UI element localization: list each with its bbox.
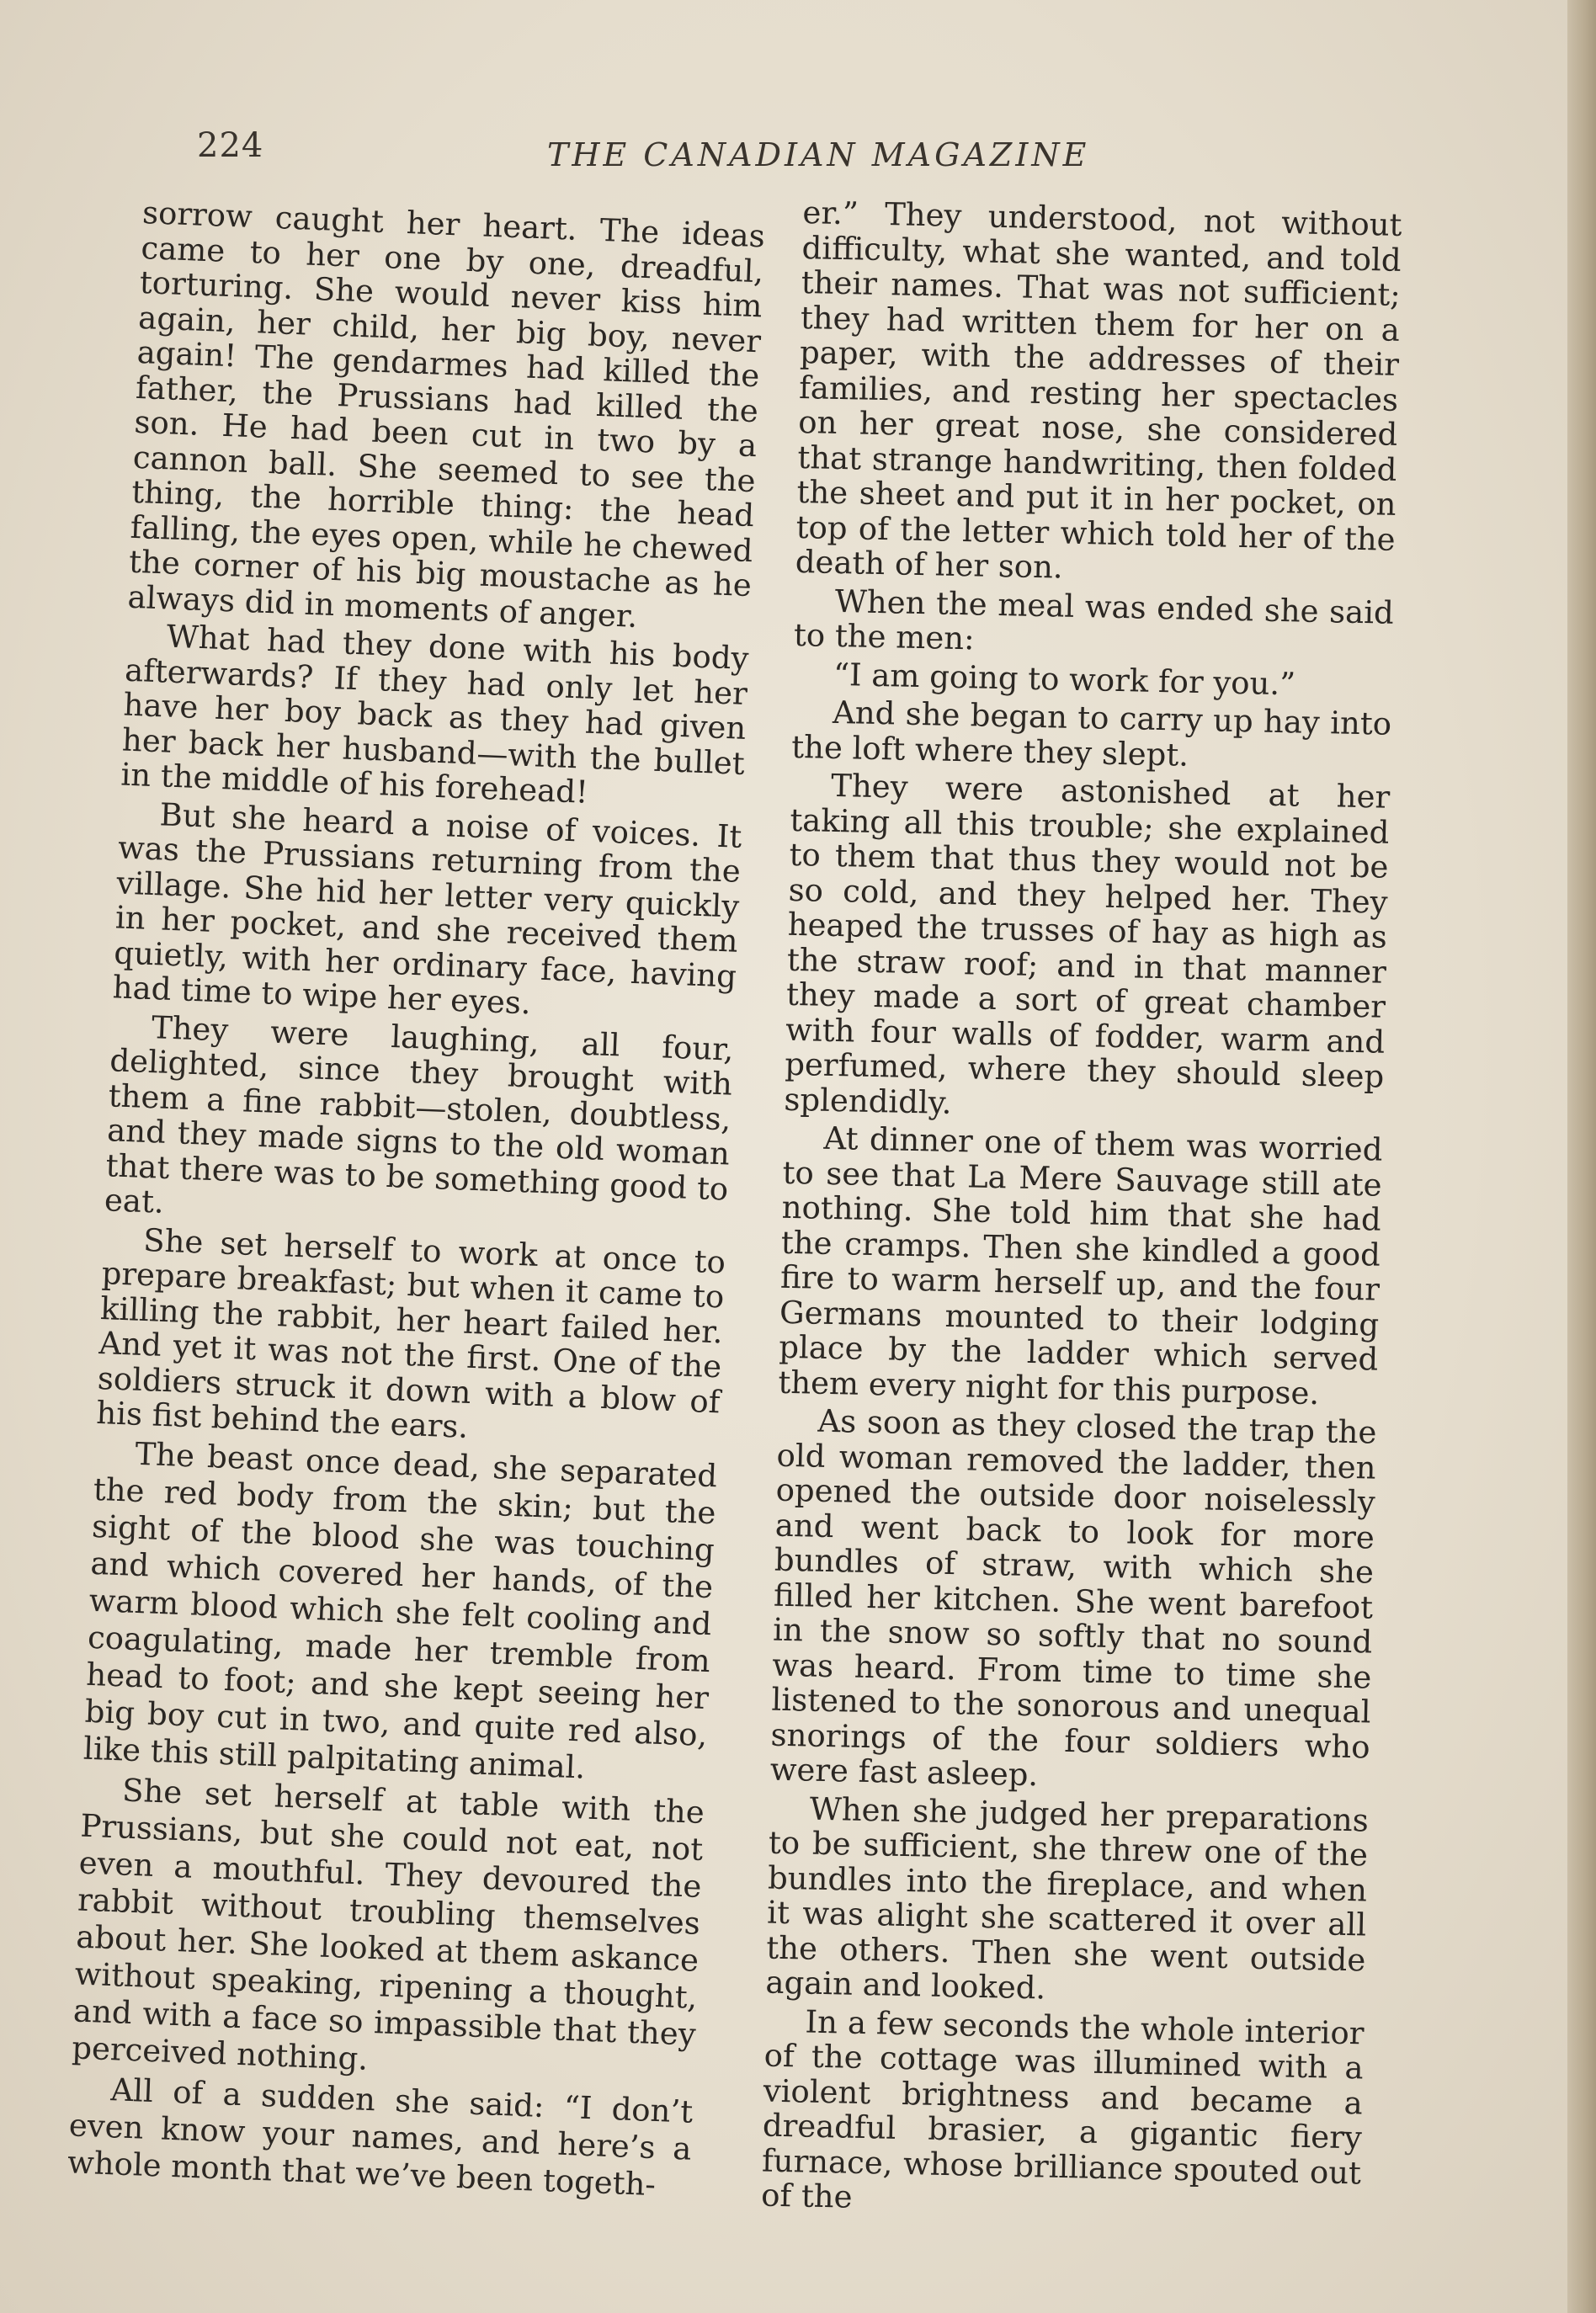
left-column (66, 195, 765, 2208)
paragraph: And she began to carry up hay into the loft where they slept. (790, 694, 1392, 774)
paragraph: They were astonished at her taking all this trouble; she explained to them that thus they would not be so cold, and they helped her. They heaped the trusses of hay as high as the straw roof; and in that manner they made a sort of great chamber with four walls of fodder, warm and perfumed, where they should sleep splendidly. (784, 767, 1391, 1121)
paragraph: The beast once dead, she separated the red body from the skin; but the sight of the blood she was touching and which covered her hands, of the warm blood which she felt cooling and coagulating, made her tremble from head to foot; and she kept seeing her big boy cut in two, and quite red also, like this still palpitating animal. (82, 1435, 718, 1786)
paragraph: They were laughing, all four, delighted, since they brought with them a fine rabbit—stolen, doubtless, and they made signs to the old woman that there was to be something good to eat. (104, 1008, 735, 1220)
paragraph: As soon as they closed the trap the old woman removed the ladder, then opened the outside door noiselessly and went back to look for more bundles of straw, with which she filled her kitchen. She went barefoot in the snow so softly that no sound was heard. From time to time she listened to the sonorous and unequal snorings of the four soldiers who were fast asleep. (769, 1402, 1377, 1794)
paragraph: She set herself to work at once to prepare breakfast; but when it came to killing the rabbit, her heart failed her. And yet it was not the first. One of the soldiers struck it down with a blow of his fist behind the ears. (95, 1221, 726, 1445)
paragraph: But she heard a noise of voices. It was the Prussians returning from the village. She hid her letter very quickly in her pocket, and she received them quietly, with her ordinary face, having had time to wipe her eyes. (112, 795, 743, 1022)
paragraph: When the meal was ended she said to the men: (793, 582, 1395, 657)
paragraph: All of a sudden she said: “I don’t even know your names, and here’s a whole month that we’ve been togeth- (66, 2071, 694, 2203)
right-column (761, 195, 1402, 2229)
paragraph: She set herself at table with the Prussians, but she could not eat, not even a mouthful. They devoured the rabbit without troubling themselves about her. She looked at them askance without speaking, ripening a thought, and with a face so impassible that they perceived nothing. (71, 1771, 705, 2077)
paragraph: “I am going to work for you.” (833, 656, 1296, 702)
paragraph: er.” They understood, not without difficulty, what she wanted, and told their names. That was not sufficient; they had written them for her on a paper, with the addresses of their families, and resting her spectacles on her great nose, she considered that strange handwriting, then folded the sheet and put it in her pocket, on top of the letter which told her of the death of her son. (795, 194, 1402, 586)
paragraph: sorrow caught her heart. The ideas came to her one by one, dreadful, torturing. She would never kiss him again, her child, her big boy, never again! The gendarmes had killed the father, the Prussians had killed the son. He had been cut in two by a cannon ball. She seemed to see the thing, the horrible thing: the head falling, the eyes open, while he chewed the corner of his big moustache as he always did in moments of anger. (126, 194, 766, 635)
paragraph: At dinner one of them was worried to see that La Mere Sauvage still ate nothing. She told him that she had the cramps. Then she kindled a good fire to warm herself up, and the four Germans mounted to their lodging place by the ladder which served them every night for this purpose. (778, 1119, 1383, 1412)
page-number: 224 (197, 126, 264, 165)
paragraph: In a few seconds the whole interior of the cottage was illumined with a violent brightness and became a dreadful brasier, a gigantic fiery furnace, whose brilliance spouted out of the (760, 2003, 1365, 2215)
running-head: THE CANADIAN MAGAZINE (547, 136, 1090, 173)
paragraph: What had they done with his body afterwards? If they had only let her have her boy back as they had given her back her husband—with the bullet in the middle of his forehead! (120, 618, 750, 811)
page-edge (1567, 0, 1596, 2313)
paragraph: When she judged her preparations to be sufficient, she threw one of the bundles into the fireplace, and when it was alight she scattered it over all the others. Then she went outside again and looked. (765, 1790, 1370, 2007)
